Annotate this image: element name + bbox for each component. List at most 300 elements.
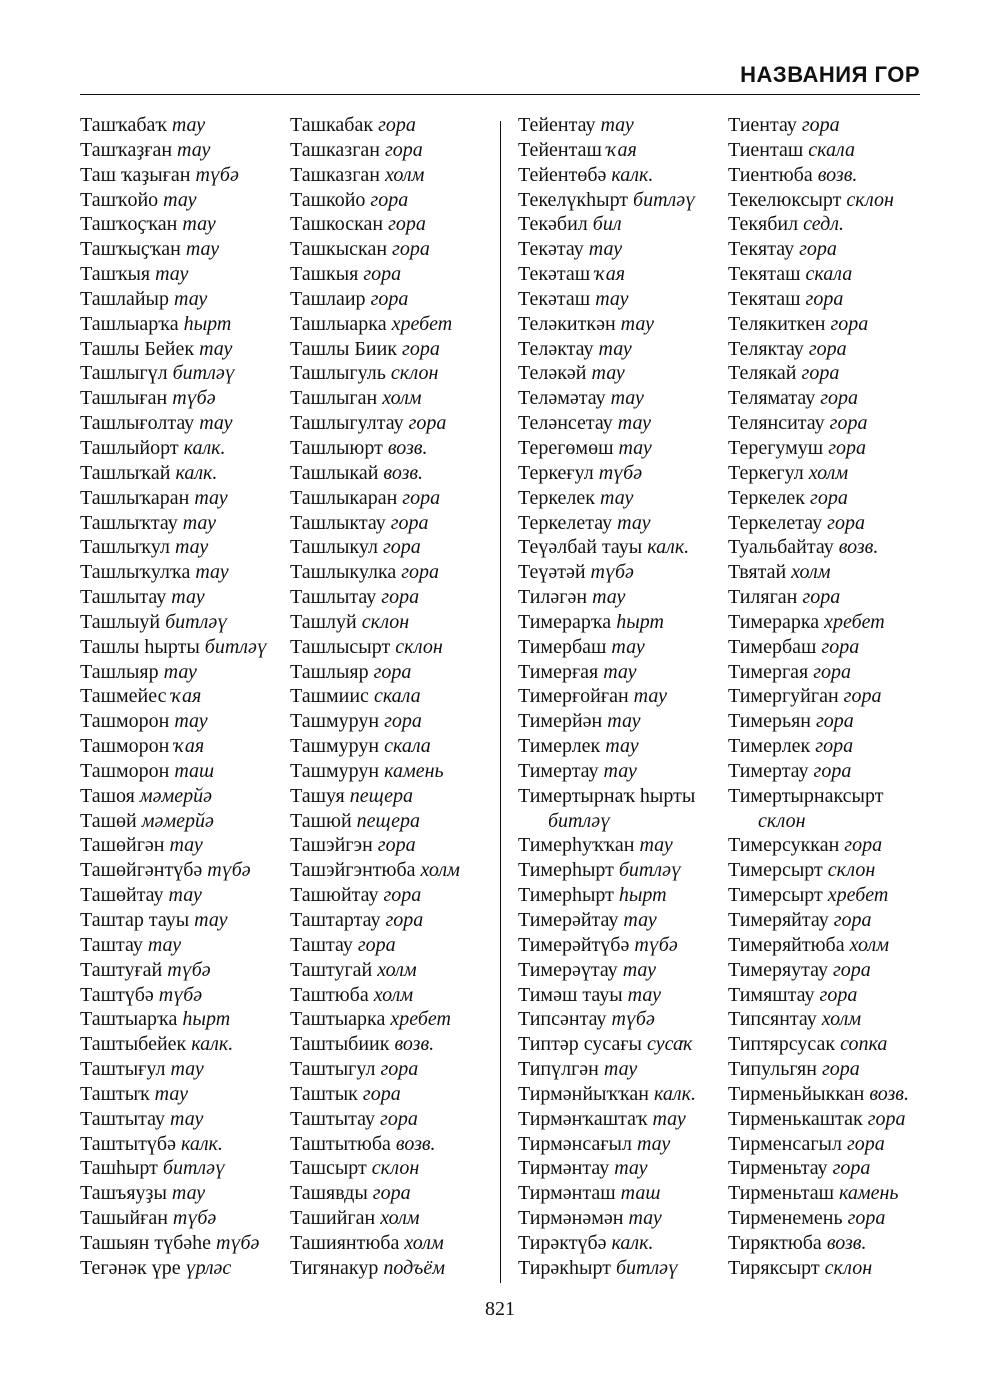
russian-name — [728, 113, 928, 138]
bashkir-word: Тимәш тауы — [518, 983, 623, 1006]
bashkir-word: Типтәр сусағы — [518, 1033, 642, 1056]
entry-row — [518, 734, 928, 759]
russian-term: склон — [758, 809, 806, 832]
bashkir-word: Тирәкһырт — [518, 1256, 611, 1279]
russian-word: Тирменемень — [728, 1207, 843, 1230]
bashkir-name — [80, 1181, 290, 1206]
russian-word: Теркегул — [728, 461, 804, 484]
russian-name — [728, 262, 928, 287]
russian-name — [728, 1132, 928, 1157]
russian-term: пещера — [356, 809, 420, 832]
russian-word: Ташлытау — [290, 586, 377, 609]
russian-term: холм — [420, 859, 460, 882]
russian-word: Типтярсусак — [728, 1033, 836, 1056]
bashkir-name — [80, 337, 290, 362]
bashkir-word: Ташлығолтау — [80, 412, 195, 435]
bashkir-name — [80, 1206, 290, 1231]
bashkir-name — [80, 883, 290, 908]
russian-word: Тиенташ — [728, 138, 804, 161]
bashkir-name — [80, 237, 290, 262]
russian-name — [290, 1082, 490, 1107]
bashkir-name — [518, 833, 728, 858]
russian-word: Тирменьйыккан — [728, 1082, 865, 1105]
russian-term: камень — [384, 759, 444, 782]
bashkir-word: Ташөйгән — [80, 834, 165, 857]
russian-name — [290, 734, 490, 759]
russian-name — [290, 138, 490, 163]
russian-name — [290, 684, 490, 709]
bashkir-name — [80, 734, 290, 759]
russian-term: камень — [838, 1182, 899, 1205]
bashkir-name — [518, 337, 728, 362]
bashkir-name — [80, 163, 290, 188]
bashkir-name — [80, 908, 290, 933]
bashkir-name — [518, 113, 728, 138]
bashkir-word: Тирмәнсағыл — [518, 1132, 632, 1155]
russian-word: Таштартау — [290, 909, 381, 931]
russian-word: Ташлыгултау — [290, 412, 404, 435]
entry-row — [80, 1206, 490, 1231]
bashkir-term: тау — [627, 983, 661, 1006]
bashkir-word: Тимерһуҡҡан — [518, 834, 635, 857]
bashkir-term: үрләс — [185, 1256, 232, 1279]
russian-term: гора — [384, 710, 422, 733]
entry-row — [518, 784, 928, 834]
bashkir-word: Текәбил — [518, 213, 588, 236]
bashkir-word: Типүлгән — [518, 1058, 599, 1081]
russian-word: Ташэйгэнтюба — [290, 859, 416, 882]
entry-row — [80, 833, 490, 858]
russian-word: Тимерсырт — [728, 859, 823, 882]
russian-term: холм — [849, 933, 889, 956]
bashkir-name — [80, 411, 290, 436]
entry-row — [80, 1032, 490, 1057]
russian-term: гора — [808, 337, 847, 360]
bashkir-name — [518, 734, 728, 759]
bashkir-word: Ташлыҡай — [80, 461, 171, 484]
bashkir-term: тау — [182, 213, 216, 236]
bashkir-name — [518, 386, 728, 411]
russian-term: седл. — [803, 213, 844, 236]
russian-term: гора — [801, 362, 840, 385]
bashkir-name — [518, 560, 728, 585]
bashkir-term: тау — [600, 486, 634, 509]
bashkir-name — [518, 858, 728, 883]
bashkir-word: Тирмәнҡаштаҡ — [518, 1107, 648, 1130]
russian-name — [728, 486, 928, 511]
bashkir-word: Ташҡыя — [80, 263, 151, 286]
bashkir-term: тау — [155, 263, 189, 286]
russian-term: скала — [384, 735, 431, 758]
bashkir-name — [80, 461, 290, 486]
russian-term: возв. — [826, 1231, 867, 1254]
bashkir-term: таш — [174, 759, 215, 782]
russian-name — [728, 635, 928, 660]
bashkir-term: тау — [598, 337, 632, 360]
bashkir-term: тау — [147, 933, 182, 956]
russian-name — [290, 511, 490, 536]
left-column — [80, 113, 490, 1281]
bashkir-name — [80, 635, 290, 660]
bashkir-word: Ташлыйорт — [80, 436, 179, 459]
bashkir-name — [518, 436, 728, 461]
entry-row — [80, 212, 490, 237]
russian-name — [728, 560, 928, 585]
entry-row — [518, 188, 928, 213]
bashkir-term: тау — [603, 660, 637, 683]
bashkir-word: Типсәнтау — [518, 1008, 607, 1031]
russian-name — [290, 660, 490, 685]
bashkir-term: тау — [633, 685, 667, 708]
page-number: 821 — [485, 1298, 515, 1320]
entry-row — [80, 411, 490, 436]
bashkir-term: тау — [610, 387, 644, 410]
russian-term: гора — [847, 1207, 886, 1230]
russian-term: гора — [370, 287, 409, 310]
russian-name — [290, 1231, 490, 1256]
bashkir-term: ҡая — [606, 138, 637, 161]
russian-name — [728, 287, 928, 312]
bashkir-name — [518, 635, 728, 660]
bashkir-word: Тимерәүтау — [518, 958, 618, 981]
russian-word: Ташлыкул — [290, 536, 378, 559]
entry-row — [80, 337, 490, 362]
russian-word: Твятай — [728, 561, 787, 584]
bashkir-name — [80, 759, 290, 784]
bashkir-word: Ташлытау — [80, 586, 167, 609]
entry-row — [80, 361, 490, 386]
entry-row — [518, 163, 928, 188]
bashkir-term: калк. — [654, 1082, 696, 1105]
russian-word: Теляктау — [728, 337, 804, 360]
bashkir-term: калк. — [183, 436, 226, 459]
russian-name — [728, 461, 928, 486]
entry-row — [518, 386, 928, 411]
russian-word: Ташлаир — [290, 287, 366, 310]
bashkir-word: Тирәктүбә — [518, 1231, 607, 1254]
russian-name — [728, 858, 928, 883]
bashkir-word: Ташморон — [80, 735, 170, 758]
russian-word: Тимерсырт — [728, 884, 823, 907]
russian-word: Тирменьташ — [728, 1182, 834, 1205]
russian-name — [728, 138, 928, 163]
entry-row — [80, 113, 490, 138]
bashkir-word: Тейенташ — [518, 138, 602, 161]
bashkir-name — [518, 1156, 728, 1181]
russian-name — [728, 660, 928, 685]
bashkir-word: Теркеғул — [518, 461, 594, 484]
entry-row — [80, 312, 490, 337]
bashkir-term: тау — [163, 660, 197, 683]
bashkir-name — [80, 560, 290, 585]
bashkir-name — [80, 1032, 290, 1057]
entry-row — [80, 1156, 490, 1181]
bashkir-term: тау — [607, 710, 641, 733]
russian-term: гора — [401, 561, 440, 584]
bashkir-name — [80, 262, 290, 287]
russian-term: гора — [370, 188, 409, 211]
entry-row — [518, 858, 928, 883]
bashkir-name — [80, 188, 290, 213]
russian-word: Ташлыгуль — [290, 362, 386, 385]
bashkir-name — [80, 511, 290, 536]
entry-row — [80, 958, 490, 983]
russian-word: Тимяштау — [728, 983, 815, 1006]
bashkir-name — [518, 983, 728, 1008]
russian-name — [290, 337, 490, 362]
bashkir-word: Ташмейес — [80, 685, 167, 708]
russian-name — [290, 1107, 490, 1132]
entry-row — [518, 833, 928, 858]
entry-row — [80, 535, 490, 560]
russian-word: Ташявды — [290, 1182, 368, 1205]
russian-term: скала — [373, 685, 421, 708]
russian-term: склон — [824, 1256, 873, 1279]
entry-row — [80, 486, 490, 511]
russian-word: Ташлыкай — [290, 461, 379, 484]
russian-term: хребет — [391, 312, 453, 335]
bashkir-name — [518, 163, 728, 188]
russian-word: Ташуя — [290, 784, 345, 807]
russian-term: гора — [832, 1157, 871, 1180]
bashkir-name — [518, 212, 728, 237]
bashkir-word: Ташҡоҫҡан — [80, 213, 178, 236]
bashkir-term: бил — [592, 213, 622, 236]
bashkir-word: Ташлыған — [80, 387, 168, 410]
russian-word: Текяташ — [728, 263, 801, 286]
russian-term: гора — [381, 586, 420, 609]
bashkir-term: тау — [171, 586, 205, 609]
russian-word: Тиляган — [728, 586, 798, 609]
bashkir-term: тау — [169, 834, 203, 857]
bashkir-word: Таштау — [80, 933, 143, 956]
bashkir-term: тау — [623, 909, 657, 931]
russian-word: Ташлыкаран — [290, 486, 398, 509]
bashkir-term: тау — [618, 436, 652, 459]
bashkir-word: Тейентау — [518, 114, 596, 136]
bashkir-term: тау — [603, 1058, 638, 1081]
russian-term: склон — [361, 610, 410, 633]
russian-name — [728, 908, 928, 933]
bashkir-word: Таштыарҡа — [80, 1008, 178, 1031]
russian-name — [290, 759, 490, 784]
bashkir-word: Тимерйән — [518, 710, 603, 733]
russian-word: Тиентюба — [728, 163, 813, 186]
russian-word: Ташкыя — [290, 263, 359, 286]
russian-name — [290, 163, 490, 188]
russian-name — [728, 237, 928, 262]
russian-term: холм — [377, 958, 417, 981]
bashkir-word: Тимерлек — [518, 735, 601, 758]
bashkir-term: һырт — [616, 610, 664, 633]
russian-term: гора — [830, 312, 869, 335]
russian-word: Тимерарка — [728, 610, 820, 633]
russian-term: гора — [402, 337, 440, 360]
russian-term: гора — [372, 1182, 411, 1205]
bashkir-term: тау — [617, 412, 652, 435]
bashkir-name — [80, 1156, 290, 1181]
russian-word: Таштык — [290, 1082, 358, 1105]
bashkir-term: калк. — [611, 1231, 654, 1254]
entry-row — [80, 1057, 490, 1082]
bashkir-term: мәмерйә — [139, 784, 212, 807]
bashkir-term: битләү — [615, 1256, 679, 1279]
entry-row — [80, 585, 490, 610]
russian-word: Ташэйгэн — [290, 834, 373, 857]
bashkir-name — [80, 958, 290, 983]
russian-term: гора — [867, 1107, 906, 1130]
entry-row — [80, 908, 490, 933]
russian-name — [290, 486, 490, 511]
bashkir-word: Ташлы Бейек — [80, 337, 195, 360]
russian-name — [290, 560, 490, 585]
entry-row — [80, 1132, 490, 1157]
entry-row — [518, 1231, 928, 1256]
russian-name — [728, 1057, 928, 1082]
russian-term: скала — [808, 138, 855, 161]
bashkir-name — [80, 1007, 290, 1032]
bashkir-word: Ташморон — [80, 759, 170, 782]
bashkir-name — [80, 610, 290, 635]
bashkir-term: тау — [591, 362, 625, 385]
russian-name — [290, 212, 490, 237]
russian-name — [290, 983, 490, 1008]
russian-term: гора — [844, 834, 883, 857]
bashkir-word: Ташоя — [80, 784, 135, 807]
russian-term: гора — [373, 660, 412, 683]
entry-row — [80, 237, 490, 262]
russian-word: Ташиянтюба — [290, 1231, 400, 1254]
russian-word: Ташюйтау — [290, 884, 379, 907]
bashkir-name — [80, 212, 290, 237]
bashkir-name — [518, 1181, 728, 1206]
russian-word: Теркелетау — [728, 511, 823, 534]
russian-word: Таштугай — [290, 958, 373, 981]
russian-word: Таштыбиик — [290, 1033, 390, 1056]
russian-term: возв. — [817, 163, 858, 186]
russian-name — [290, 883, 490, 908]
bashkir-term: тау — [171, 1182, 206, 1205]
russian-name — [728, 883, 928, 908]
bashkir-word: Терегөмөш — [518, 436, 614, 459]
bashkir-word: Ташлыҡаран — [80, 486, 190, 509]
bashkir-name — [80, 833, 290, 858]
russian-term: гора — [801, 114, 840, 136]
entry-row — [80, 1007, 490, 1032]
entry-row — [518, 983, 928, 1008]
russian-term: холм — [404, 1231, 444, 1254]
russian-name — [290, 1181, 490, 1206]
russian-name — [290, 262, 490, 287]
russian-term: гора — [388, 213, 426, 236]
russian-word: Ташмурун — [290, 759, 380, 782]
russian-term: гора — [827, 511, 865, 534]
entry-row — [518, 337, 928, 362]
bashkir-name — [518, 1007, 728, 1032]
russian-word: Таштыгул — [290, 1058, 376, 1081]
entry-row — [80, 262, 490, 287]
bashkir-name — [80, 486, 290, 511]
bashkir-word: Таштүбә — [80, 983, 154, 1006]
bashkir-term: тау — [185, 238, 220, 261]
bashkir-word: Ташөйтау — [80, 884, 164, 907]
entry-row — [518, 635, 928, 660]
russian-term: возв. — [383, 461, 424, 484]
bashkir-name — [518, 1082, 728, 1107]
bashkir-word: Текелүкһырт — [518, 188, 629, 211]
entry-row — [518, 1032, 928, 1057]
russian-word: Тиряксырт — [728, 1256, 820, 1279]
entry-row — [80, 883, 490, 908]
bashkir-term: калк. — [175, 461, 218, 484]
bashkir-term: битләү — [165, 610, 228, 633]
russian-name — [728, 337, 928, 362]
russian-term: гора — [813, 660, 852, 683]
russian-term: гора — [846, 1132, 885, 1155]
russian-word: Тимертау — [728, 759, 809, 782]
russian-term: холм — [382, 387, 422, 410]
bashkir-name — [518, 709, 728, 734]
bashkir-word: Теләмәтау — [518, 387, 606, 410]
bashkir-word: Тимерғойған — [518, 685, 629, 708]
russian-word: Телянситау — [728, 412, 825, 435]
russian-name — [728, 386, 928, 411]
russian-name — [728, 1256, 928, 1281]
russian-term: гора — [362, 1082, 401, 1105]
entry-row — [80, 759, 490, 784]
bashkir-term: тау — [622, 958, 656, 981]
bashkir-word: Тимерәйтау — [518, 909, 619, 931]
russian-name — [290, 833, 490, 858]
russian-word: Тимерсуккан — [728, 834, 840, 857]
bashkir-term: тау — [199, 412, 233, 435]
bashkir-term: тау — [170, 1058, 204, 1081]
russian-name — [728, 1231, 928, 1256]
russian-word: Ташказган — [290, 138, 380, 161]
entry-row — [80, 1256, 490, 1281]
bashkir-word: Ташморон — [80, 710, 170, 733]
bashkir-term: тау — [195, 561, 229, 584]
entry-row — [518, 560, 928, 585]
russian-name — [290, 1032, 490, 1057]
bashkir-name — [518, 908, 728, 933]
bashkir-name — [80, 1132, 290, 1157]
bashkir-word: Ташлыуй — [80, 610, 161, 633]
entry-row — [80, 511, 490, 536]
entry-row — [518, 461, 928, 486]
entry-row — [518, 1082, 928, 1107]
bashkir-word: Ташлыгүл — [80, 362, 168, 385]
russian-term: склон — [371, 1157, 420, 1180]
entry-row — [80, 734, 490, 759]
bashkir-term: битләү — [633, 188, 696, 211]
bashkir-term: таш — [620, 1182, 661, 1205]
russian-name — [728, 833, 928, 858]
bashkir-term: тау — [174, 710, 208, 733]
bashkir-name — [80, 1082, 290, 1107]
russian-word: Ташлуй — [290, 610, 357, 633]
entry-row — [518, 1181, 928, 1206]
russian-name — [290, 1007, 490, 1032]
russian-term: гора — [813, 759, 852, 782]
russian-name — [728, 436, 928, 461]
russian-word: Тирменсагыл — [728, 1132, 842, 1155]
bashkir-name — [80, 287, 290, 312]
entry-row — [518, 958, 928, 983]
russian-term: гора — [377, 834, 416, 857]
bashkir-term: тау — [182, 511, 217, 534]
bashkir-word: Тимерәйтүбә — [518, 933, 630, 956]
